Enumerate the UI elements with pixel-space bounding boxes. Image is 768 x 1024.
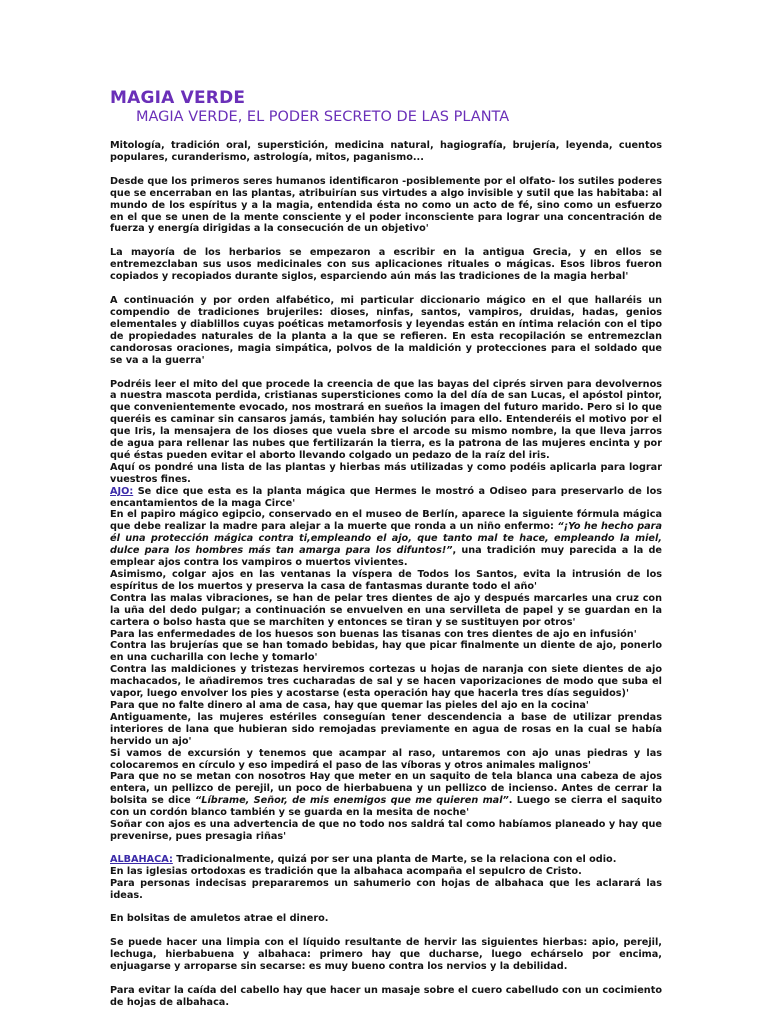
albahaca-iglesias: En las iglesias ortodoxas es tradición que la albahaca acompaña el sepulcro de Cristo. — [110, 865, 582, 877]
albahaca-cabello: Para evitar la caída del cabello hay que hacer un masaje sobre el cuero cabelludo con un cocimiento de hojas de albahaca. — [110, 985, 662, 1008]
ajo-maldiciones: Contra las maldiciones y tristezas herviremos cortezas u hojas de naranja con siete dientes de ajo machacados, le añadiremos tres cucharadas de sal y se hacen vaporizaciones de modo que suba el vapor, luego envolver los pies y acostarse (esta operación hay que hacerla tres días seguidos)' — [110, 664, 662, 700]
ajo-link[interactable]: AJO: — [110, 485, 134, 497]
ajo-saquito-quote: “Líbrame, Señor, de mis enemigos que me quieren mal” — [195, 795, 509, 807]
paragraph-myths: Podréis leer el mito del que procede la creencia de que las bayas del ciprés sirven para devolvernos a nuestra mascota perdida, cristianas supersticiones como la del día de san Lucas, el apóstol pintor, que convenientemente evocado, nos mostrará en sueños la imagen del futuro marido. Pero si lo que queréis es caminar sin cansaros jamás, también hay solución para ello. Entenderéis el motivo por el que Iris, la mensajera de los dioses que vuela sbre el arcode su mismo nombre, la que lleva jarros de agua para rellenar las nubes que fertilizarán la tierra, es la patrona de las mujeres encinta y por qué éstas pueden evitar el aborto llevando colgado un pedazo de la raíz del iris. — [110, 378, 662, 461]
paragraph-origins: Desde que los primeros seres humanos identificaron -posiblemente por el olfato- los sutiles poderes que se encerraban en las plantas, atribuirían sus virtudes a algo invisible y sutil que las habitaba: al mundo de los espíritus y a la magia, entendida ésta no como un acto de fé, sino como un esfuerzo en el que se unen de la mente consciente y el poder inconsciente para lograr una concentración de fuerza y energía dirigidas a la consecución de un objetivo' — [110, 175, 662, 235]
albahaca-limpia: Se puede hacer una limpia con el líquido resultante de hervir las siguientes hierbas: apio, perejil, lechuga, hierbabuena y albahaca: primero hay que ducharse, luego echárselo por encima, enjuagarse y arroparse sin secarse: es muy bueno contra los nervios y la debilidad. — [110, 937, 662, 973]
albahaca-entry: ALBAHACA: Tradicionalmente, quizá por ser una planta de Marte, se la relaciona con el odio. — [110, 853, 617, 865]
ajo-dinero: Para que no falte dinero al ama de casa, hay que quemar las pieles del ajo en la cocina' — [110, 699, 589, 711]
page-subtitle: MAGIA VERDE, EL PODER SECRETO DE LAS PLANTA — [136, 109, 510, 125]
ajo-esteriles: Antiguamente, las mujeres estériles conseguían tener descendencia a base de utilizar prendas interiores de lana que hubieran sido remojadas previamente en agua de rosas en la cual se había hervido un ajo' — [110, 711, 662, 747]
ajo-papyrus: En el papiro mágico egipcio, conservado en el museo de Berlín, aparece la siguiente fórmula mágica que debe realizar la madre para alejar a la muerte que ronda a un niño enfermo: “¡Yo he hecho para él una protección mágica contra ti,empleando el ajo, que tanto mal te hace, empleando la miel, dulce para los hombres más tan amarga para los difuntos!”, una tradición muy parecida a la de emplear ajos contra los vampiros o muertos vivientes. — [110, 509, 662, 569]
ajo-saquito: Para que no se metan con nosotros Hay que meter en un saquito de tela blanca una cabeza de ajos entera, un pellizco de perejil, un poco de hierbabuena y un pellizco de incienso. Antes de cerrar la bolsita se dice “Líbrame, Señor, de mis enemigos que me quieren mal”. Luego se cierra el saquito con un cordón blanco también y se guarda en la mesita de noche' — [110, 771, 662, 819]
document-page — [110, 88, 662, 1009]
section-albahaca — [110, 854, 662, 1009]
ajo-papyrus-quote: “¡Yo he hecho para él una protección mágica contra ti,empleando el ajo, que tanto mal te hace, empleando la miel, dulce para los hombres más tan amarga para los difuntos!” — [110, 521, 662, 557]
albahaca-indecisas: Para personas indecisas prepararemos un sahumerio con hojas de albahaca que les aclarará las ideas. — [110, 877, 662, 901]
ajo-suenos: Soñar con ajos es una advertencia de que no todo nos saldrá tal como habíamos planeado y hay que prevenirse, pues presagia riñas' — [110, 819, 662, 842]
ajo-brujerias: Contra las brujerías que se han tomado bebidas, hay que picar finalmente un diente de ajo, ponerlo en una cucharilla con leche y tomarlo' — [110, 640, 662, 664]
intro-keywords: Mitología, tradición oral, superstición, medicina natural, hagiografía, brujería, leyenda, cuentos populares, curanderismo, astrología, mitos, paganismo... — [110, 140, 662, 163]
ajo-vibraciones: Contra las malas vibraciones, se han de pelar tres dientes de ajo y después marcarles una cruz con la uña del dedo pulgar; a continuación se envuelven en una servilleta de papel y se guardan en la cartera o bolso hasta que se marchiten y entonces se tiran y se sustituyen por otros' — [110, 592, 662, 628]
page-title: MAGIA VERDE — [110, 88, 246, 108]
ajo-huesos: Para las enfermedades de los huesos son buenas las tisanas con tres dientes de ajo en infusión' — [110, 628, 637, 640]
section-ajo — [110, 486, 662, 843]
paragraph-herbals: La mayoría de los herbarios se empezaron a escribir en la antigua Grecia, y en ellos se entremezclaban sus usos medicinales con sus aplicaciones rituales o mágicas. Esos libros fueron copiados y recopiados durante siglos, esparciendo aún más las tradiciones de la magia herbal' — [110, 247, 662, 283]
albahaca-link[interactable]: ALBAHACA: — [110, 853, 173, 865]
paragraph-list-intro: Aquí os pondré una lista de las plantas y hierbas más utilizadas y como podéis aplicarla para lograr vuestros fines. — [110, 461, 662, 485]
ajo-excursion: Si vamos de excursión y tenemos que acampar al raso, untaremos con ajo unas piedras y las colocaremos en círculo y eso impedirá el paso de las víboras y otros animales malignos' — [110, 747, 662, 771]
ajo-entry: AJO: Se dice que esta es la planta mágica que Hermes le mostró a Odiseo para preservarlo de los encantamientos de la maga Circe' — [110, 485, 662, 509]
ajo-todos-santos: Asimismo, colgar ajos en las ventanas la víspera de Todos los Santos, evita la intrusión de los espíritus de los muertos y preserva la casa de fantasmas durante todo el año' — [110, 569, 662, 592]
albahaca-amuletos: En bolsitas de amuletos atrae el dinero. — [110, 913, 329, 925]
paragraph-dictionary: A continuación y por orden alfabético, mi particular diccionario mágico en el que hallaréis un compendio de tradiciones brujeriles: dioses, ninfas, santos, vampiros, druidas, hadas, genios elementales y diablillos cuyas poéticas metamorfosis y leyendas están en íntima relación con el tipo de propiedades naturales de la planta a la que se refieren. En esta recopilación se entremezclan candorosas oraciones, magia simpática, polvos de la maldición y protecciones para el soldado que se va a la guerra' — [110, 295, 662, 366]
